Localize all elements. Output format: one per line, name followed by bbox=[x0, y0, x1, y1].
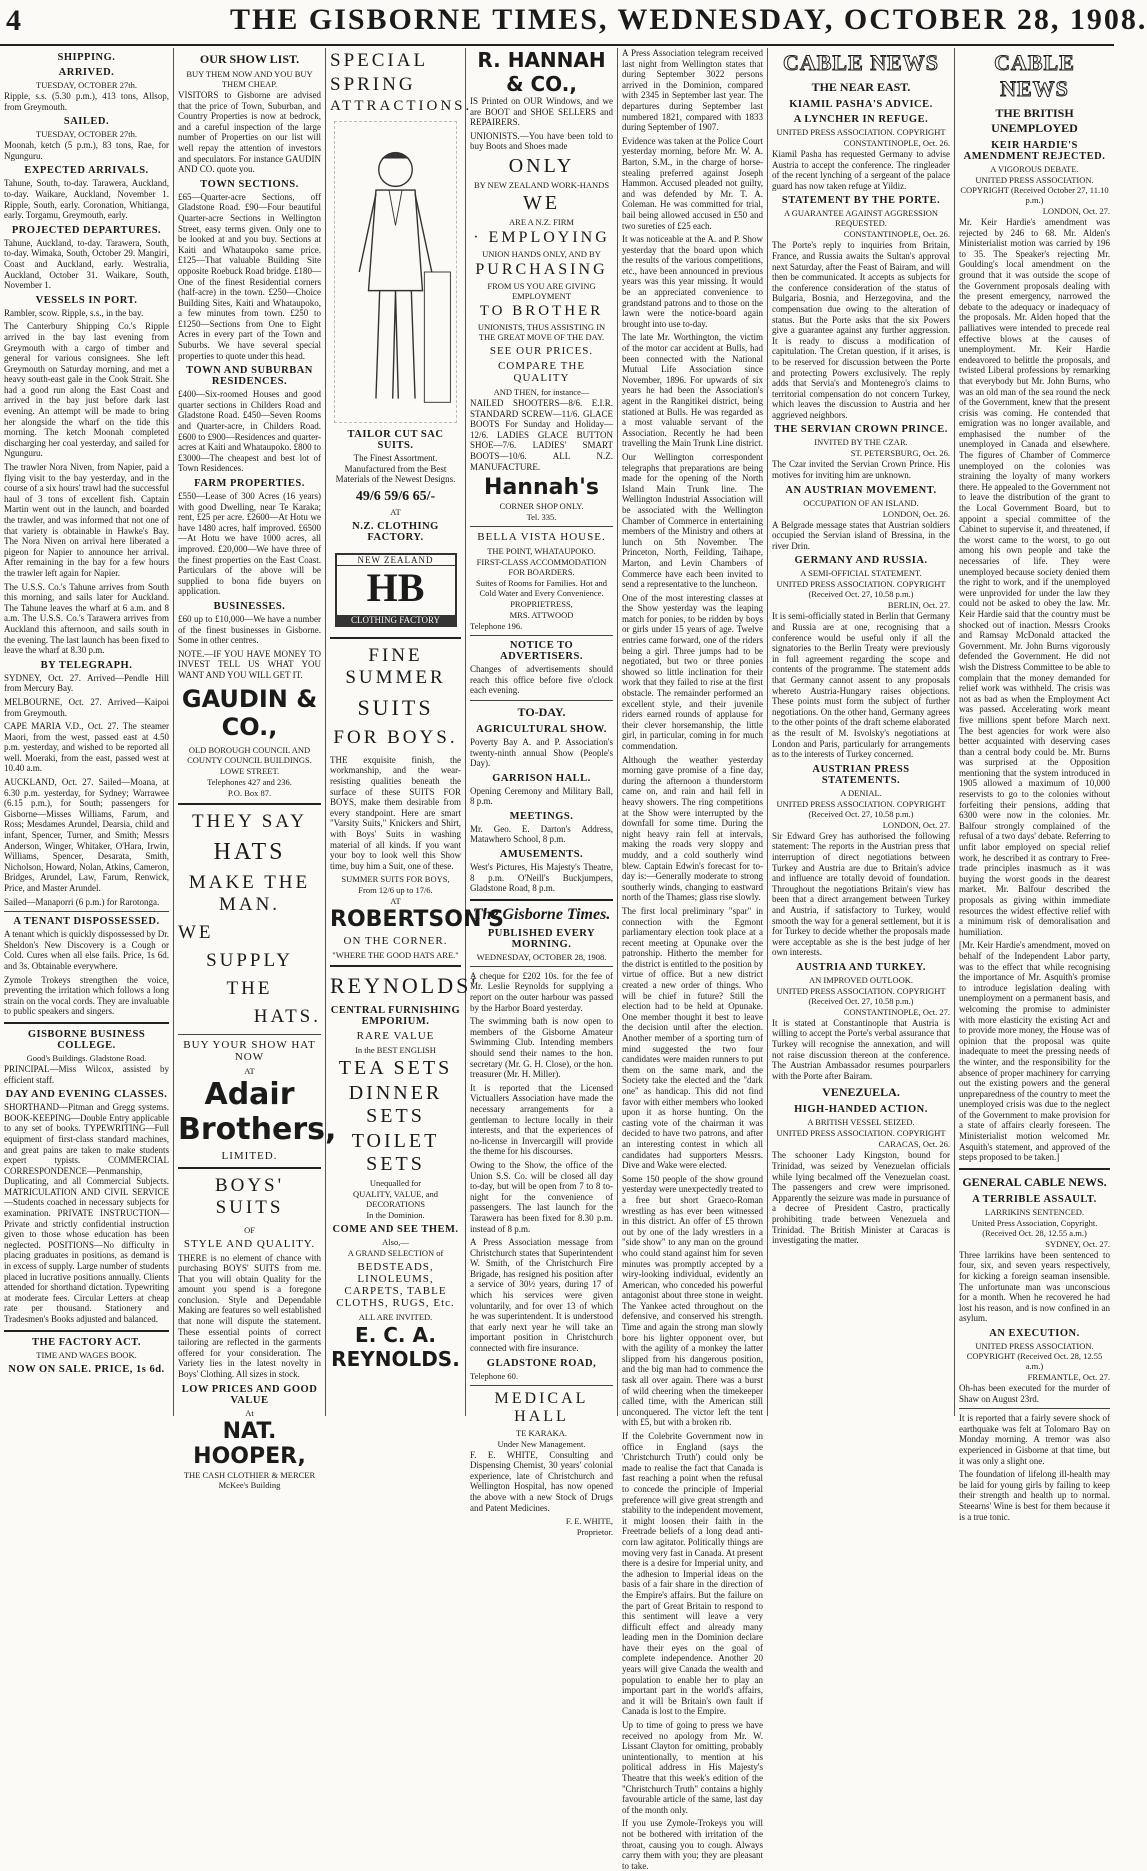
tailor-prices: 49/6 59/6 65/- bbox=[355, 488, 436, 504]
hats-line-2: HATS bbox=[213, 838, 286, 865]
local-paragraph: If you use Zymole-Trokeys you will not be bothered with irritation of the throat, causing you to cough. Always carry them with you; they are pleasant to take. bbox=[622, 1818, 763, 1871]
servian-prince: THE SERVIAN CROWN PRINCE. bbox=[774, 424, 948, 436]
hooper-name: NAT. HOOPER, bbox=[193, 1418, 306, 1469]
times-date: WEDNESDAY, OCTOBER 28, 1908. bbox=[476, 951, 607, 962]
today-heading: TO-DAY. bbox=[517, 704, 566, 719]
cable-body: The Czar invited the Servian Crown Prince. His motives for inviting him are unknown. bbox=[772, 459, 950, 481]
dateline: LONDON, Oct. 26. bbox=[882, 508, 950, 519]
divider bbox=[4, 1330, 169, 1332]
bella-first: FIRST-CLASS ACCOMMODATION FOR BOARDERS. bbox=[476, 557, 607, 578]
fine-summer-1: FINE SUMMER bbox=[345, 644, 446, 688]
heading-sailed: SAILED. bbox=[63, 116, 110, 128]
fine-summer-3: FOR BOYS. bbox=[333, 726, 458, 748]
toilet-sets: TOILET SETS bbox=[351, 1130, 440, 1176]
divider bbox=[470, 700, 613, 701]
summer-from: From 12/6 up to 17/6. bbox=[358, 885, 433, 896]
amusements-heading: AMUSEMENTS. bbox=[499, 849, 584, 861]
boys-suits-title: BOYS' SUITS bbox=[214, 1174, 285, 1218]
adair-name-1: Adair bbox=[204, 1076, 295, 1112]
shipping-paragraph: The Canterbury Shipping Co.'s Ripple arrived in the bay last evening from Greymouth with a cargo of timber and general for various consignees. She left Greymouth on Saturday morning, and met a heavy south-east gale in the Cook Strait. She had a good run along the East Coast and arrived in the bay just before dark last evening. An attempt will be made to bring her alongside the wharf on the tide this morning. The ketch Moonah completed discharging her coal yesterday, and sailed for Ngunguru. bbox=[4, 321, 169, 459]
british-unemployed: THE BRITISH UNEMPLOYED bbox=[991, 106, 1078, 135]
cable-body: It is stated at Constantinople that Austria is willing to accept the Porte's verbal assurance that Turkey will recognise the annexation, and will not raise discussion thereon at the conference. The Austrian Ambassador resumes pourparlers with the Porte after Bairam. bbox=[772, 1017, 950, 1081]
residences-body: £400—Six-roomed Houses and good quarter sections in Childers Road and Gladstone Road. £450—Seven Rooms and Quarter-acre, in Childers Road. £600 to £900—Residences and quarter-acres at Kaiti and Whataupoko. £800 to £3000—The cheapest and best lot of Town Residences. bbox=[178, 389, 321, 474]
improved-outlook: AN IMPROVED OUTLOOK. bbox=[808, 974, 914, 985]
college-body: SHORTHAND—Pitman and Gregg systems. BOOK-KEEPING—Double Entry applicable to any set of books. TYPEWRITING—Full equipment of first-class standard machines, and great pains are taken to make students expert typists. COMMERCIAL CORRESPONDENCE—Penmanship, Duplicating, and all Commercial Subjects. MATRICULATION AND CIVIL SERVICE—Students coached in necessary subjects for examination. PRIVATE INSTRUCTION—Private and strictly confidential instruction given to those whose education has been neglected. POSITIONS—No difficulty in placing graduates in positions, as demand is in excess of supply. Large number of students placed in lucrative positions annually. Clients attended for shorthand dictation. Typewriting at moderate fees. Circular Letters at cheap rate per thousand. Stationery and Tradesmen's Books adjusted and balanced. bbox=[4, 1102, 169, 1324]
heading-arrived: ARRIVED. bbox=[58, 67, 115, 78]
dateline: LONDON, Oct. 27. bbox=[1042, 206, 1110, 216]
expected-body: Tahune, South, to-day. Tarawera, Auckland, to-day. Waikare, Auckland, November 1. Ripple, South, early. Coronation, Whitianga, early. Torgamu, Greymouth, early. bbox=[4, 178, 169, 221]
copyright-line: UNITED PRESS ASSOCIATION. COPYRIGHT (Received October 27, 11.10 p.m.) bbox=[960, 175, 1109, 205]
hooper-sub: THE CASH CLOTHIER & MERCER McKee's Building bbox=[183, 1469, 316, 1490]
bella-tel: Telephone 196. bbox=[470, 621, 523, 632]
college-title: GISBORNE BUSINESS COLLEGE. bbox=[27, 1028, 146, 1051]
tailor-at: AT bbox=[390, 506, 401, 517]
hannah-we: WE bbox=[522, 191, 561, 214]
copyright-line: United Press Association, Copyright. (Received Oct. 28, 12.55 a.m.) bbox=[971, 1217, 1098, 1238]
hb-clothing-logo bbox=[335, 553, 457, 627]
college-address: Good's Buildings. Gladstone Road. bbox=[26, 1052, 147, 1063]
cable-body: Kiamil Pasha has requested Germany to advise Austria to accept the conference. The ringleader of the recent lynching of a sergeant of the palace guard has now taken refuge at Yildiz. bbox=[772, 149, 950, 191]
special-title-1: SPECIAL bbox=[330, 50, 429, 71]
all-invited: ALL ARE INVITED. bbox=[358, 1312, 433, 1323]
invited-czar: INVITED BY THE CZAR. bbox=[814, 437, 908, 448]
hannah-firm: ARE A N.Z. FIRM bbox=[509, 216, 574, 227]
hannah-p4: FROM US YOU ARE GIVING EMPLOYMENT bbox=[487, 280, 596, 301]
cable-body: The Porte's reply to inquiries from Britain, France, and Russia awaits the Sultan's approval next Saturday, after the Feast of Bairam, and will then be communicated. It accepts as subjects for the conference consideration of the status of Bulgaria, Bosnia, and Herzegovina, and the compensation due owing to the alteration of status. But the Porte asks that the six Powers give a guarantee against any further aggression. It is ready to discuss a modification of capitulation. The Cretan question, if it arises, is to be reserved for discussion between the Porte and protecting Powers exclusively. The reply adds that Servia's and Montenegro's claims to territorial compensation do not concern Turkey, which leaves the discussion to Austria and her aggrieved neighbors. bbox=[772, 240, 950, 420]
divider bbox=[330, 637, 461, 639]
column-shipping bbox=[0, 48, 174, 1416]
occupation-island: OCCUPATION OF AN ISLAND. bbox=[803, 497, 919, 508]
nz-clothing-factory: N.Z. CLOTHING FACTORY. bbox=[352, 520, 439, 543]
gentleman-illustration bbox=[334, 121, 457, 423]
dateline: SYDNEY, Oct. 27. bbox=[1045, 1238, 1110, 1249]
news-paragraph: A cheque for £202 10s. for the fee of Mr. Leslie Reynolds for supplying a report on the outer harbour was passed by the Harbor Board yesterday. bbox=[470, 970, 613, 1013]
low-prices: LOW PRICES AND GOOD VALUE bbox=[181, 1383, 318, 1406]
we-line-4: HATS. bbox=[253, 1005, 321, 1027]
boys-suits-body: THERE is no element of chance with purchasing BOYS' SUITS from me. That you will obtain Quality for the amount you spend is a foregone conclusion. Style and Dependable Making are features so well established that none will dispute the statement. These essential points of correct tailoring are reflected in the garments offered for your consideration. The Variety lies in the latest novelty in Boys' Clothing. All sizes in stock. bbox=[178, 1252, 321, 1380]
bella-point: THE POINT, WHATAUPOKO. bbox=[487, 546, 596, 557]
published: PUBLISHED EVERY MORNING. bbox=[487, 927, 596, 950]
heading-businesses: BUSINESSES. bbox=[213, 600, 286, 612]
sailed-body: Moonah, ketch (5 p.m.), 83 tons, Rae, for Ngunguru. bbox=[4, 140, 169, 161]
a-denial: A DENIAL. bbox=[840, 787, 882, 798]
local-paragraph: It was noticeable at the A. and P. Show yesterday that the board upon which the results of the various competitions, etc., have been announced in previous years was this year missing. It would be an appreciated convenience to grandstand patrons and to those on the lawn were the notice-board again brought into use to-day. bbox=[622, 234, 763, 329]
come-see: COME AND SEE THEM. bbox=[332, 1224, 459, 1236]
copyright-line: UNITED PRESS ASSOCIATION. COPYRIGHT bbox=[776, 127, 946, 137]
hannahs-corner: CORNER SHOP ONLY. bbox=[499, 501, 584, 512]
gaudin-name: GAUDIN & CO., bbox=[181, 684, 318, 741]
grand-selection: A GRAND SELECTION of bbox=[347, 1248, 444, 1259]
semi-official: A SEMI-OFFICIAL STATEMENT. bbox=[800, 568, 922, 579]
divider bbox=[470, 1385, 613, 1386]
hooper-at: At bbox=[245, 1407, 254, 1418]
keir-amendment: KEIR HARDIE'S AMENDMENT REJECTED. bbox=[963, 140, 1106, 162]
agri-body: Poverty Bay A. and P. Association's twenty-ninth annual Show (People's Day). bbox=[470, 736, 613, 769]
copyright-line: UNITED PRESS ASSOCIATION. COPYRIGHT (Received Oct. 27, 10.58 p.m.) bbox=[776, 985, 946, 1006]
meetings-body: Mr. Geo. E. Darton's Address, Matawhero School, 8 p.m. bbox=[470, 823, 613, 845]
adair-name-2: Brothers, bbox=[178, 1111, 337, 1147]
medical-white: F. E. WHITE, bbox=[565, 1516, 613, 1527]
cable-news-header: CABLE NEWS bbox=[994, 50, 1075, 101]
statement-porte: STATEMENT BY THE PORTE. bbox=[781, 195, 941, 207]
factory-act-sale: NOW ON SALE. PRICE, 1s 6d. bbox=[8, 1363, 165, 1375]
vessels-body: Rambler, scow. Ripple, s.s., in the bay. bbox=[4, 307, 144, 318]
larrikins: LARRIKINS SENTENCED. bbox=[984, 1206, 1085, 1217]
column-local-news bbox=[618, 48, 768, 1871]
dateline: FREMANTLE, Oct. 27. bbox=[1027, 1372, 1110, 1382]
cable-body: The schooner Lady Kingston, bound for Trinidad, was seized by Venezuelan officials while lying becalmed off the Venezuelan coast. The passengers and crew were imprisoned. Apparently the seizure was made in pursuance of a decree of President Castro, practically prohibiting trade between Venezuela and Trinidad. The British Minister at Caracas is investigating the matter. bbox=[772, 1150, 950, 1246]
divider bbox=[470, 526, 613, 527]
hannah-price-list: NAILED SHOOTERS—8/6. E.I.R. STANDARD SCREW—11/6. GLACE BOOTS For Sunday and Holiday—12/6. LADIES GLACE BUTTON SHOE—7/6. LADIES' SMART BOOTS—10/6. ALL N.Z. MANUFACTURE. bbox=[470, 397, 613, 472]
dateline: CONSTANTINOPLE, Oct. 26. bbox=[843, 229, 950, 240]
we-line-2: SUPPLY bbox=[206, 949, 293, 971]
vigorous-debate: A VIGOROUS DEBATE. bbox=[990, 164, 1079, 174]
dateline: CONSTANTINOPLE, Oct. 26. bbox=[843, 138, 950, 148]
column-cable-news-1 bbox=[768, 48, 955, 1416]
logo-bottom: CLOTHING FACTORY bbox=[337, 615, 455, 625]
hannah-union: UNION HANDS ONLY, AND BY bbox=[482, 248, 601, 259]
vessel-seized: A BRITISH VESSEL SEIZED. bbox=[807, 1117, 915, 1128]
divider bbox=[959, 1408, 1110, 1409]
show-hat-buy: BUY YOUR SHOW HAT NOW bbox=[183, 1038, 316, 1063]
show-list-title: OUR SHOW LIST. bbox=[199, 52, 300, 66]
we-line-3: THE bbox=[226, 977, 273, 999]
general-cable-news: GENERAL CABLE NEWS. bbox=[962, 1174, 1107, 1189]
telegraph-item: Sailed—Manaporri (6 p.m.) for Rarotonga. bbox=[4, 896, 160, 907]
heading-town-sections: TOWN SECTIONS. bbox=[200, 178, 299, 190]
guarantee: A GUARANTEE AGAINST AGGRESSION REQUESTED. bbox=[783, 208, 939, 229]
telegraph-item: AUCKLAND, Oct. 27. Sailed—Moana, at 6.30 p.m. yesterday, for Sydney; Warrawee (6.15 p.m.), for South; passengers for Gisborne—Misses Williams, Farum, and Ross; Mesdames Arundel, Dearsia, child and infant, Spencer, Turner, and Smith; Messrs Anderson, Winger, Whitaker, O'Hara, Irwin, Williams, Spencer, Desarata, Smith, Nicholson, Howard, Nolan, Atkins, Cameron, Bridges, Arundel, Law, Farum, Renwick, Price, and Master Arundel. bbox=[4, 777, 169, 893]
rare-value: RARE VALUE bbox=[356, 1030, 435, 1043]
boys-suits-of: OF bbox=[244, 1224, 255, 1235]
summer-suits: SUMMER SUITS FOR BOYS, bbox=[341, 874, 450, 885]
cable-body: Three larrikins have been sentenced to four, six, and seven years respectively, for kicking a foreign seaman insensible. The unfortunate man was unconscious for a month. When he recovered he had lost his reason, and is now confined in an asylum. bbox=[959, 1249, 1110, 1324]
robertsons-name: ROBERTSON'S bbox=[330, 907, 504, 933]
divider bbox=[4, 1022, 169, 1024]
local-paragraph: Some 150 people of the show ground yesterday were unexpectedly treated to a free but short Graeco-Roman wrestling as has ever been witnessed in this district. An offer of £5 thrown out by one of the lady wrestlers in a "side show" to any man on the ground who could stand against him for seven minutes was promptly accepted by a wiry-looking individual, evidently an American, who conceded his powerful antagonist about three stone in weight. The Yankee acted throughout on the defensive, and conserved his strength. Time and again the strong man slowly bore his lighter opponent over, but with the agility of a monkey the latter slipped from his dangerous position, and the big man had to commence the task all over again. There was a burst of wild cheering when the timekeeper called time, with the American still unconquered. The victor left the tent with £5, but with a broken rib. bbox=[622, 1173, 763, 1428]
local-paragraph: Our Wellington correspondent telegraphs that preparations are being made for the opening of the North Island Main Trunk line. The Wellington Industrial Association will be associated with the Wellington Chamber of Commerce in entertaining members of the Ministry and others at lunch on 5th November. The Princeton, North, Feilding, Taihape, Marton, and Levin Chambers of Commerce have each been invited to send a representative to the luncheon. bbox=[622, 451, 763, 590]
austrian-movement: AN AUSTRIAN MOVEMENT. bbox=[785, 484, 937, 496]
heading-farm: FARM PROPERTIES. bbox=[194, 478, 305, 489]
logo-top: NEW ZEALAND bbox=[337, 555, 455, 566]
adair-limited: LIMITED. bbox=[221, 1149, 278, 1162]
special-title-2: SPRING bbox=[330, 74, 416, 95]
factory-act-sub: TIME AND WAGES BOOK. bbox=[36, 1349, 137, 1360]
factory-act-title: THE FACTORY ACT. bbox=[31, 1336, 142, 1348]
tailor-cut: TAILOR CUT SAC SUITS. bbox=[347, 429, 444, 451]
local-paragraph: A Press Association telegram received last night from Wellington states that during September 3022 persons arrived in the Dominion, compared with 2345 in September last year. The departures during September last numbered 1821, compared with 1833 during September of 1907. bbox=[622, 48, 763, 133]
heading-expected: EXPECTED ARRIVALS. bbox=[24, 165, 149, 177]
dinner-sets: DINNER SETS bbox=[348, 1082, 443, 1128]
heading-shipping: SHIPPING. bbox=[57, 52, 116, 63]
hannah-only: ONLY bbox=[508, 154, 575, 177]
college-classes: DAY AND EVENING CLASSES. bbox=[5, 1089, 168, 1101]
hannah-name: R. HANNAH & CO., bbox=[477, 48, 606, 96]
terrible-assault: A TERRIBLE ASSAULT. bbox=[972, 1193, 1097, 1205]
medical-propr: Proprietor. bbox=[576, 1527, 613, 1538]
heading-residences: TOWN AND SUBURBAN RESIDENCES. bbox=[186, 365, 313, 388]
garrison-heading: GARRISON HALL. bbox=[492, 772, 591, 784]
hannahs-logo: Hannah's bbox=[484, 475, 599, 501]
medical-mgmt: Under New Management. bbox=[497, 1438, 586, 1449]
divider bbox=[959, 1168, 1110, 1170]
divider bbox=[470, 635, 613, 636]
copyright-line: UNITED PRESS ASSOCIATION. COPYRIGHT bbox=[776, 1128, 946, 1139]
hannahs-tel: Tel. 335. bbox=[526, 512, 557, 523]
gaudin-tel: Telephones 427 and 236. bbox=[207, 776, 292, 787]
eca-reynolds: E. C. A. REYNOLDS. bbox=[331, 1323, 460, 1372]
high-handed: HIGH-HANDED ACTION. bbox=[794, 1104, 928, 1116]
hats-line-1: THEY SAY bbox=[192, 810, 307, 832]
shipping-paragraph: The U.S.S. Co.'s Tahune arrives from South this morning, and sails later for Auckland. The Tahune leaves the wharf at 6 a.m. and 8 a.m. The U.S.S. Co.'s Tarawera arrives from Auckland this afternoon, and sails south in the evening. The last launch has been fixed to leave the wharf at 8.30 p.m. bbox=[4, 581, 169, 656]
summer-at: AT bbox=[390, 896, 401, 907]
bella-vista: BELLA VISTA HOUSE. bbox=[477, 531, 606, 544]
also: Also,— bbox=[382, 1237, 409, 1248]
hannah-employ: · EMPLOYING bbox=[473, 228, 610, 246]
businesses-body: £60 up to £10,000—We have a number of the finest businesses in Gisborne. Some in other centres. bbox=[178, 613, 321, 646]
dateline: CARACAS, Oct. 26. bbox=[878, 1139, 950, 1150]
divider bbox=[330, 965, 461, 967]
projected-body: Tahune, Auckland, to-day. Tarawera, South, to-day. Wimaka, South, October 29. Mangiri, Coast and Auckland, early. Westralia, Auckland, October 31. Waikare, South, November 1. bbox=[4, 237, 169, 291]
austrian-press: AUSTRIAN PRESS STATEMENTS. bbox=[812, 763, 910, 786]
fine-summer-body: THE exquisite finish, the workmanship, and the wear-resisting qualities beneath the surface of these SUITS FOR BOYS, make them desirable from every standpoint. Here are smart "Varsity Suits," Knickers and Shirt, with Boys' Suits in washing material of all kinds. If you want your boy to look well this Show time, buy him a Suit, one of these. bbox=[330, 754, 461, 871]
news-paragraph: It is reported that the Licensed Victuallers Association have made the necessary arrangements for a gentleman to lecture locally in their interests, and that the experiences of no-license in Invercargill will provide the theme for his discourses. bbox=[470, 1082, 613, 1157]
local-paragraph: One of the most interesting classes at the Show yesterday was the leaping match for ponies, to be ridden by boys or girls under 15 years of age. Twelve entries came forward, one of the riders being a girl. Three jumps had to be negotiated, but two or three ponies showed so little inclination for their work that they failed to rise at the first obstacle. The remainder performed an excellent style, and their juvenile riders earned rounds of applause for their clever horsemanship, the little girl, in particular, coming in for much commendation. bbox=[622, 592, 763, 751]
amusements-body: West's Pictures, His Majesty's Theatre, 8 p.m. O'Neill's Buckjumpers, Gladstone Road, 8 p.m. bbox=[470, 862, 613, 894]
fine-summer-2: SUITS bbox=[357, 694, 434, 720]
tenant-body: A tenant which is quickly dispossessed by Dr. Sheldon's New Discovery is a Cough or Cold. Cures when all else fails. Price, 1s 6d. and 3s. Obtainable everywhere. bbox=[4, 929, 169, 971]
telegraph-item: MELBOURNE, Oct. 27. Arrived—Kaipoi from Greymouth. bbox=[4, 696, 169, 718]
tailor-body: The Finest Assortment. Manufactured from the Best Materials of the Newest Designs. bbox=[335, 453, 456, 485]
hannah-brother: TO BROTHER bbox=[479, 302, 604, 319]
town-sections-body: £65—Quarter-acre Sections, off Gladstone Road. £90—Four beautiful Quarter-acre Sections in Wellington Street, easy terms given. Only one to be looked at and you buy. Sections at Kaiti and Whataupoko same price. £125—That valuable Building Site opposite Roebuck Road bridge. £180—One of the finest Residential corners (half-acre) in the town. £250—Choice Building Sites, Kaiti and Whataupoko, a few minutes from town. £250 to £1250—Sections from One to Eight Acres in every part of the Town and Suburbs. We have several special properties to quote under this head. bbox=[178, 191, 321, 361]
arrived-body: Ripple, s.s. (5.30 p.m.), 413 tons, Allsop, from Greymouth. bbox=[4, 91, 169, 112]
reynolds-name: REYNOLDS' bbox=[330, 973, 479, 999]
cable-body: It is semi-officially stated in Berlin that Germany and Russia are at one, recognising that a conference would be useful only if all the signatories to the Berlin Treaty were previously in full agreement regarding the scope and contents of the programme. The statement adds that Germany cannot assent to any proposals whereto Austria-Hungary raises objections. These points must form the subject of further negotiations. On the other hand, Germany agrees to the other points of the draft scheme elaborated as the result of M. Isvolsky's negotiations at London and Paris, particularly for arrangements as to the interests of Turkey concerned. bbox=[772, 611, 950, 760]
quality-value: QUALITY, VALUE, and DECORATIONS bbox=[353, 1189, 438, 1210]
divider bbox=[470, 966, 613, 967]
hannah-compare: COMPARE THE QUALITY bbox=[497, 359, 586, 384]
in-dominion: In the Dominion. bbox=[366, 1210, 425, 1221]
farm-body: £550—Lease of 300 Acres (16 years) with good Dwelling, near Te Karaka; rent, £25 per acre. £2600—At Hotu we have 1480 acres, half improved. £6500—At Hotu we have 1000 acres, all improved. £20,000—We have three of the finest properties on the East Coast. Particulars of the above will be supplied to bona fide buyers on application. bbox=[178, 491, 321, 597]
meetings-heading: MEETINGS. bbox=[509, 810, 574, 822]
heading-telegraph: BY TELEGRAPH. bbox=[40, 659, 133, 671]
divider bbox=[470, 899, 613, 901]
cable-body: A Belgrade message states that Austrian soldiers occupied the Servian island of Bressina, in the river Drin. bbox=[772, 519, 950, 551]
divider bbox=[178, 1034, 321, 1035]
copyright-line: UNITED PRESS ASSOCIATION. COPYRIGHT (Received Oct. 27, 10.58 p.m.) bbox=[776, 579, 946, 600]
show-list-intro: VISITORS to Gisborne are advised that the price of Town, Suburban, and Country Properties is now at bedrock, and a careful inspection of the large number of Properties on our list will well repay the attention of investors and speculators. For instance GAUDIN AND CO. quote you. bbox=[178, 90, 321, 175]
divider bbox=[178, 803, 321, 805]
gaudin-box: P.O. Box 87. bbox=[227, 787, 272, 798]
dateline: ST. PETERSBURG, Oct. 26. bbox=[850, 448, 950, 459]
hannah-see-prices: SEE OUR PRICES. bbox=[489, 344, 594, 357]
local-paragraph: The foundation of lifelong ill-health may be laid for young girls by failing to keep their strength and health up to normal. Steearns' Wine is best for them because it is a true tonic. bbox=[959, 1469, 1110, 1522]
gaudin-address: LOWE STREET. bbox=[219, 765, 280, 776]
cable-body: [Mr. Keir Hardie's amendment, moved on behalf of the Independent Labor party, was to the effect that while recognising the importance of Mr. Asquith's promise to introduce legislation dealing with unemployment on a permanent basis, and welcoming the promise to administer with more elasticity the existing Act and to provide more money, the House was of opinion that the proposal was quite inadequate to meet the pressing needs of the winter, and the responsibility for the absence of proper machinery for carrying out the existing powers and the general unpreparedness of the country to meet the unemployed crisis was due to the neglect of the Government to make provision for a state of affairs clearly foreseen. The Ministerialist motion welcomed Mr. Asquith's statement, and approved of the steps proposed to be taken.] bbox=[959, 940, 1110, 1163]
we-line-1: WE bbox=[178, 921, 214, 943]
page-number: 4 bbox=[6, 4, 21, 37]
notice-body: Changes of advertisements should reach this office before five o'clock each evening. bbox=[470, 664, 613, 696]
masthead bbox=[0, 0, 1147, 46]
copyright-line: UNITED PRESS ASSOCIATION. COPYRIGHT (Received Oct. 27, 10.58 p.m.) bbox=[776, 798, 946, 819]
telegraph-item: SYDNEY, Oct. 27. Arrived—Pendle Hill from Mercury Bay. bbox=[4, 672, 169, 694]
hannah-p3: BY NEW ZEALAND WORK-HANDS bbox=[473, 179, 610, 190]
news-paragraph: The swimming bath is now open to members of the Gisborne Amateur Swimming Club. Intending members should send their names to the hon. secretary (Mr. G. H. Close), or the hon. treasurer (Mr. H. Miller). bbox=[470, 1016, 613, 1080]
shipping-paragraph: The trawler Nora Niven, from Napier, paid a flying visit to the bay yesterday, and in the course of a six hours' trawl had the successful haul of 3 tons of excellent fish. Captain Martin went out in the launch, and boarded the trawler, and was informed that not one of that variety is obtainable in Hawke's Bay. The Nora Niven on arrival here liberated a pigeon for Napier to announce her arrival. After remaining in the bay for a few hours the trawler left again for Napier. bbox=[4, 462, 169, 578]
medical-hall: MEDICAL HALL bbox=[494, 1389, 589, 1425]
local-paragraph: Up to time of going to press we have received no apology from Mr. W. Lissant Clayton for omitting, probably unintentionally, to mention at his political address in His Majesty's Theatre that this week's edition of the "Christchurch Truth" contains a highly favourable article of the same, last day of the month only. bbox=[622, 1720, 763, 1815]
agri-heading: AGRICULTURAL SHOW. bbox=[476, 723, 607, 735]
show-hat-at: AT bbox=[244, 1065, 255, 1076]
gentleman-figure-icon bbox=[335, 122, 456, 422]
gisborne-times-title: The Gisborne Times. bbox=[472, 905, 611, 923]
hannah-p1: IS Printed on OUR Windows, and we are BOOT and SHOE SELLERS and REPAIRERS. bbox=[470, 96, 613, 128]
special-title-3: ATTRACTIONS. bbox=[330, 98, 473, 114]
copyright-line: UNITED PRESS ASSOCIATION. COPYRIGHT (Received Oct. 28, 12.55 a.m.) bbox=[966, 1341, 1103, 1371]
zymole-body: Zymole Trokeys strengthen the voice, preventing the irritation which follows a long strain on the vocal cords. They are invaluable to public speakers and singers. bbox=[4, 974, 169, 1017]
column-cable-news-2 bbox=[955, 48, 1114, 1522]
sailed-date: TUESDAY, OCTOBER 27th. bbox=[36, 129, 137, 140]
germany-russia: GERMANY AND RUSSIA. bbox=[794, 555, 928, 567]
medical-karaka: TE KARAKA. bbox=[516, 1427, 567, 1438]
best-english: In the BEST ENGLISH bbox=[355, 1045, 436, 1056]
local-paragraph: If the Colebrite Government now in office in England (says the 'Christchurch Truth') could only be made to realise the fact that Canada is fast reaching a point when the refusal to concede the principle of Imperial preference will give great strength and stability to the independent movement, it might loosen their faith in the Freetrade beliefs of a long dead anti-corn law agitator. Politically things are moving very fast in Canada. At present there is a desire for Imperial unity, and the adhesion to Imperial ideas on the basis of a fair share in the direction of the Empire's affairs. But the failure on the part of Great Britain to respond to this sentiment will leave a very difficult effect and already many leading men in the Dominion declare have their eyes on the goal of complete independence. Another 20 years will give Canada the wealth and population to enable her to play an important part in the world's affairs, and it will be Britain's own fault if Canada is lost to the Empire. bbox=[622, 1431, 763, 1717]
column-show-list bbox=[174, 48, 337, 1490]
dateline: BERLIN, Oct. 27. bbox=[887, 600, 950, 611]
garrison-body: Opening Ceremony and Military Ball, 8 p.m. bbox=[470, 785, 613, 807]
telegraph-item: CAPE MARIA V.D., Oct. 27. The steamer Maori, from the west, passed east at 4.50 p.m. yesterday, and wished to be reported all well. Moeraki, from the east, passed west at 10.40 a.m. bbox=[4, 721, 169, 774]
gladstone-road: GLADSTONE ROAD, bbox=[486, 1357, 597, 1369]
robertsons-slogan: "WHERE THE GOOD HATS ARE." bbox=[332, 950, 459, 961]
arrived-date: TUESDAY, OCTOBER 27th. bbox=[36, 80, 137, 90]
divider bbox=[178, 1167, 321, 1169]
show-list-sub: BUY THEM NOW AND YOU BUY THEM CHEAP. bbox=[186, 69, 313, 89]
news-paragraph: A Press Association message from Christchurch states that Superintendent W. Smith, of the Christchurch Fire Brigade, has resigned his position after a service of 30½ years, during 17 of which his services were given voluntarily, and for over 13 of which he was superintendent. It is understood that early next year he will take an important position in Christchurch connected with fire insurance. bbox=[470, 1237, 613, 1354]
dateline: CONSTANTINOPLE, Oct. 27. bbox=[843, 1006, 950, 1017]
college-principal: PRINCIPAL—Miss Wilcox, assisted by efficient staff. bbox=[4, 1063, 169, 1085]
local-paragraph: Evidence was taken at the Police Court yesterday morning, before Mr. W. A. Barton, S.M., in the charge of horse-stealing preferred against Joseph Hammon. Accused pleaded not guilty, and was defended by Mr. T. A. Coleman. He was committed for trial, bail being allowed accused in £50 and two sureties of £25 each. bbox=[622, 135, 763, 231]
cable-body: Oh-has been executed for the murder of Shaw on August 23rd. bbox=[959, 1383, 1110, 1404]
bella-prop: PROPRIETRESS, bbox=[510, 599, 573, 610]
cable-news-header: CABLE NEWS bbox=[782, 50, 940, 75]
medical-body: F. E. WHITE, Consulting and Dispensing Chemist, 30 years' colonial experience, late of Christchurch and Wellington Hospital, has now opened the above with a new Stock of Drugs and Patent Medicines. bbox=[470, 1449, 613, 1513]
heading-projected: PROJECTED DEPARTURES. bbox=[11, 224, 162, 236]
hats-line-3: MAKE THE MAN. bbox=[188, 871, 311, 915]
logo-mid: HB bbox=[366, 564, 425, 610]
hannah-then: AND THEN, for instance— bbox=[493, 386, 590, 397]
divider bbox=[4, 911, 169, 912]
bella-suites: Suites of Rooms for Families. Hot and Cold Water and Every Convenience. bbox=[475, 578, 608, 599]
local-paragraph: Although the weather yesterday morning gave promise of a fine day, during the afternoon a thunderstorm came on, and rain and hail fell in heavy showers. The ring competitions at the Show were interrupted by the downfall for some time. During the night heavy rain fell at intervals, making the roads very sloppy and muddy, and a cold southerly wind blew. Captain Edwin's forecast for to-day is:—Generally moderate to strong southerly winds, changing to eastward north of the Thames; glass rise slowly. bbox=[622, 754, 763, 903]
news-paragraph: Owing to the Show, the office of the Union S.S. Co. will be closed all day to-day, but will be open from 7 to 8 to-night for the convenience of passengers. The last launch for the Tarawera has been fixed for 8.30 p.m. instead of 8 p.m. bbox=[470, 1159, 613, 1234]
bella-mrs: MRS. ATTWOOD bbox=[509, 610, 574, 621]
invest-note: NOTE.—IF YOU HAVE MONEY TO INVEST TELL US WHAT YOU WANT AND YOU WILL GET IT. bbox=[178, 648, 321, 680]
newspaper-title: THE GISBORNE TIMES, WEDNESDAY, OCTOBER 28, 1908. bbox=[230, 3, 1147, 36]
local-paragraph: The late Mr. Worthington, the victim of the motor car accident at Bulls, had been connected with the National Mutual Life Association since November, 1896. For upwards of six years he had been the Association's agent in the Rangitikei district, being stationed at Bulls. He was regarded as a most valuable servant of the Association. Recently he had been travelling the Main Trunk Line district. bbox=[622, 332, 763, 449]
near-east: THE NEAR EAST. bbox=[811, 80, 911, 94]
cable-body: Sir Edward Grey has authorised the following statement: The reports in the Austrian press that interruption of direct negotiations between Turkey and Austria are due to Britain's advice and influence are totally devoid of foundation. Throughout the negotiations Britain's view has been that a direct arrangement between Turkey and Austria, if satisfactory to Turkey, would smooth the way for a general settlement, but it is for Turkey to decide whether the proposals made were acceptable as she is the best judge of her own interests. bbox=[772, 830, 950, 958]
dateline: LONDON, Oct. 27. bbox=[882, 819, 950, 830]
notice-advertisers: NOTICE TO ADVERTISERS. bbox=[500, 640, 583, 663]
hannah-purchasing: PURCHASING bbox=[475, 260, 608, 278]
robertsons-corner: ON THE CORNER. bbox=[343, 935, 448, 948]
heading-tenant: A TENANT DISPOSSESSED. bbox=[13, 916, 160, 928]
an-execution: AN EXECUTION. bbox=[989, 1328, 1080, 1339]
furnishing-list: BEDSTEADS, LINOLEUMS, CARPETS, TABLE CLOTHS, RUGS, Etc. bbox=[336, 1261, 455, 1310]
telephone-60: Telephone 60. bbox=[470, 1370, 519, 1381]
heading-vessels: VESSELS IN PORT. bbox=[35, 294, 138, 306]
boys-suits-style: STYLE AND QUALITY. bbox=[183, 1237, 316, 1250]
lyncher-refuge: A LYNCHER IN REFUGE. bbox=[793, 114, 929, 125]
hannah-p2: UNIONISTS.—You have been told to buy Boots and Shoes made bbox=[470, 130, 613, 152]
hannah-p5: UNIONISTS, THUS ASSISTING IN THE GREAT MOVE OF THE DAY. bbox=[477, 321, 606, 342]
reynolds-emporium: CENTRAL FURNISHING EMPORIUM. bbox=[330, 1005, 461, 1028]
local-paragraph: The first local preliminary "spar" in connection with the Egmont parliamentary election took place at a recent meeting at Opunake over the patronship. Hitherto the member for the district is entitled to the position by virtue of office. But a new district created a new order of things. Who will be chief in future? Still the election had to be held at Opunake. One member thought it best to leave the decision until after the election. Another member of a sporting turn of mind suggested the two four candidates were maiden runners to put them on the same mark, and the Society take the elected and the "dark one" as handicap. This did not find favor with either members who looked upon it as horse hunting. On the casting vote of the chairman it was decided to have two patrons, and after an interesting contest in which all candidates had supporters Messrs. Dive and Wake were elected. bbox=[622, 905, 763, 1171]
venezuela: VENEZUELA. bbox=[822, 1085, 900, 1100]
local-paragraph: It is reported that a fairly severe shock of earthquake was felt at Tolomaro Bay on Monday morning. A tremor was also experienced in Gisborne at that time, but it was only a slight one. bbox=[959, 1413, 1110, 1466]
tea-sets: TEA SETS bbox=[338, 1057, 453, 1080]
kiamil-advice: KIAMIL PASHA'S ADVICE. bbox=[789, 99, 933, 110]
column-hannah bbox=[466, 48, 618, 1538]
austria-turkey: AUSTRIA AND TURKEY. bbox=[796, 961, 926, 973]
gaudin-sub: OLD BOROUGH COUNCIL AND COUNTY COUNCIL BUILDINGS. bbox=[187, 744, 312, 765]
cable-body: Mr. Keir Hardie's amendment was rejected by 246 to 68. Mr. Alden's Ministerialist motion was carried by 196 to 35. The Speaker's rejecting Mr. Goulding's local amendment on the ground that it was outside the scope of the Government proposals dealing with the present emergency, narrowed the debate to the adequacy or inadequacy of the proposals. Mr. Alden hoped that the palliatives were intended to precede real effective blows at the causes of unemployment. Mr. Keir Hardie endeavored to belittle the proposals, and twisted Liberal professions by remarking that everybody but Mr. John Burns, who was an old man of the sea round the neck of the Government, knew that the present crisis was coming. He contended that emigration was no longer available, and emphasised the number of the unemployed in Canada and elsewhere. The figures of Chamber of Commerce unemployed on the colonies was straining the loyalty of many workers there. He appealed to the Government not to leave the distribution of the grant to the Local Government Board, but to appoint a special committee of the Cabinet to supervise it, and threatened, if the worst came to the worst, to go out among his own people and take the necessaries of life. They were unemployed because society denied them the right to work, and if the unemployed were unprovided for under the law they could not be asked to obey the law. Mr. Keir Hardie said that the country must be shocked out of inaction. Messrs Crooks and Ramsay McDonald attacked the Government. Mr. John Burns vigorously defended the Government. He did not wish the Distress Committee to be able to complain that the money demanded for relief work was withheld. The crisis was not as bad as when the Employment Act was passed. Accelerating work meant five millions spent before March next. The best agencies for work were also better acquainted with deserving cases than a central body could be. Mr. Burns was surprised at the Opposition mentioning that the system introduced in 1905 allowed a maximum of 10,000 reservists to go to the colonies without forfeiting their pensions, adding that 6300 were now in the colonies. Mr. Balfour strongly complained of the refusal of a two days' debate. Referring to unfit labor employed on special relief work, he described it as contrary to Free-trade principles inasmuch as it was buying the worst goods in the dearest market. Mr. Balfour described the proposals as giving within immediate resources the widest effective relief with a minimum risk of demoralisation and humiliation. bbox=[959, 217, 1110, 937]
unequalled: Unequalled for bbox=[369, 1178, 422, 1189]
